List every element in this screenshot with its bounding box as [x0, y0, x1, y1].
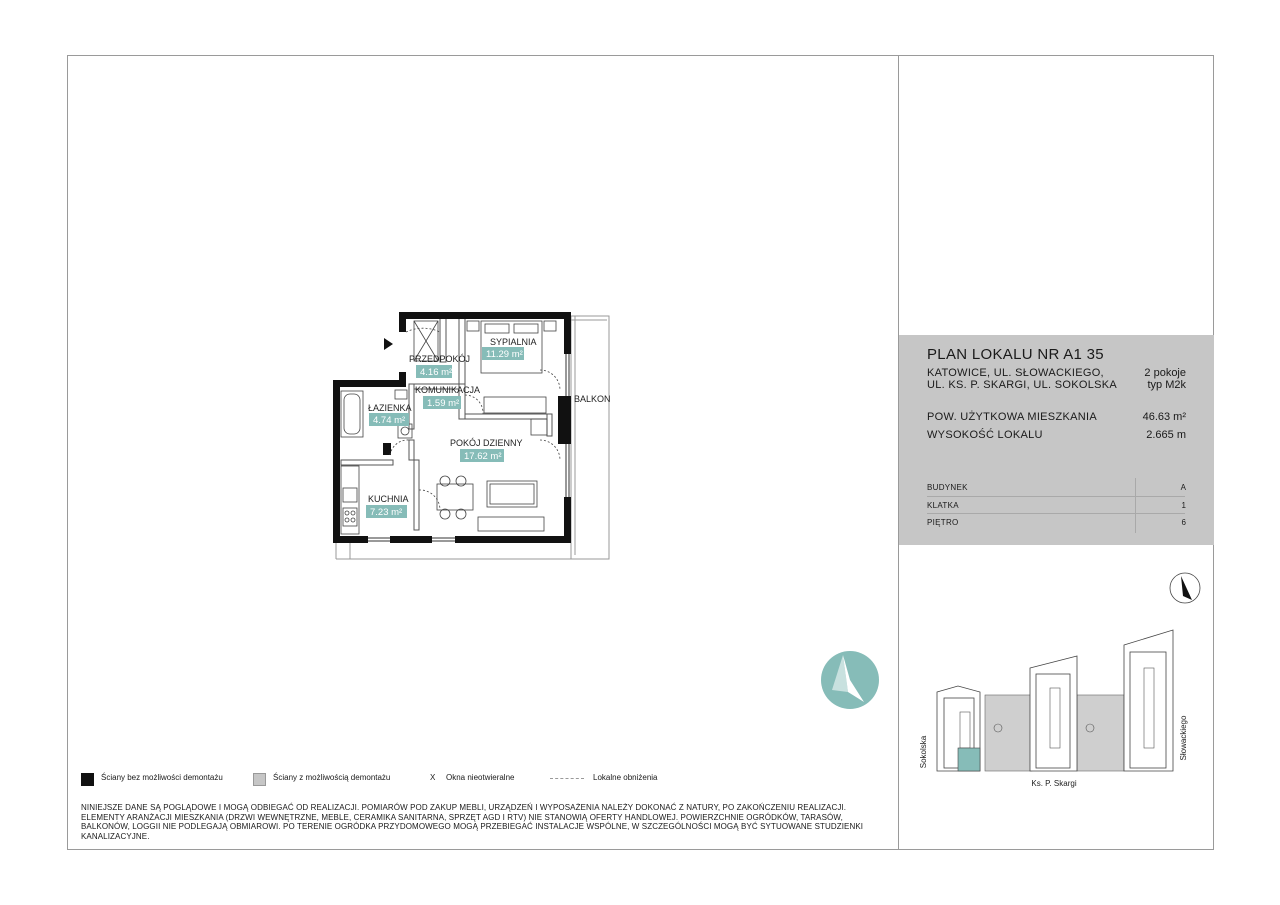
- svg-text:17.62 m²: 17.62 m²: [464, 451, 502, 462]
- removable-walls-swatch: [253, 773, 266, 786]
- rooms-count: 2 pokoje: [1144, 367, 1186, 379]
- room-label-bathroom: [368, 403, 412, 426]
- street-right-label: Słowackiego: [1179, 715, 1188, 761]
- address-line-1: KATOWICE, UL. SŁOWACKIEGO,: [927, 367, 1104, 379]
- plan-title: PLAN LOKALU NR A1 35: [927, 346, 1104, 363]
- svg-text:4.74 m²: 4.74 m²: [373, 415, 406, 426]
- site-plan: [905, 565, 1205, 795]
- table-rule: [927, 513, 1185, 514]
- floor-label: PIĘTRO: [927, 518, 959, 527]
- legend-fixed-walls: Ściany bez możliwości demontażu: [101, 773, 223, 782]
- staircase-value: 1: [1181, 501, 1186, 510]
- entrance-arrow-icon: [384, 338, 393, 350]
- legend-lowered: Lokalne obniżenia: [593, 773, 658, 782]
- living-furniture: [437, 419, 547, 531]
- apartment-location-highlight: [958, 748, 980, 771]
- svg-text:1.59 m²: 1.59 m²: [427, 398, 460, 409]
- height-label: WYSOKOŚĆ LOKALU: [927, 429, 1043, 441]
- kitchen-counter: [341, 466, 359, 534]
- svg-text:KOMUNIKACJA: KOMUNIKACJA: [415, 385, 481, 395]
- svg-text:SYPIALNIA: SYPIALNIA: [490, 337, 537, 347]
- building-label: BUDYNEK: [927, 483, 968, 492]
- room-label-corridor: [415, 385, 480, 409]
- floor-value: 6: [1181, 518, 1186, 527]
- area-value: 46.63 m²: [1142, 411, 1186, 423]
- svg-text:7.23 m²: 7.23 m²: [370, 507, 403, 518]
- height-value: 2.665 m: [1146, 429, 1186, 441]
- windows-marker: X: [430, 773, 436, 782]
- address-line-2: UL. KS. P. SKARGI, UL. SOKOLSKA: [927, 379, 1118, 391]
- svg-text:PRZEDPOKÓJ: PRZEDPOKÓJ: [409, 354, 471, 364]
- floor-plan: [300, 300, 620, 570]
- staircase-label: KLATKA: [927, 501, 959, 510]
- legend-removable-walls: Ściany z możliwością demontażu: [273, 773, 391, 782]
- table-divider: [1135, 478, 1136, 533]
- street-left-label: Sokolska: [919, 735, 928, 769]
- apartment-type: typ M2k: [1147, 379, 1186, 391]
- fixed-walls-swatch: [81, 773, 94, 786]
- room-label-kitchen: [366, 494, 409, 518]
- table-rule: [927, 496, 1185, 497]
- street-bottom-label: Ks. P. Skargi: [1031, 779, 1077, 788]
- building-value: A: [1180, 483, 1186, 492]
- apartment-info-panel: [899, 335, 1214, 545]
- svg-text:4.16 m²: 4.16 m²: [420, 367, 453, 378]
- disclaimer-text: NINIEJSZE DANE SĄ POGLĄDOWE I MOGĄ ODBIEGAĆ OD REALIZACJI. POMIARÓW POD ZAKUP MEBLI, URZĄDZEŃ I WYPOSAŻENIA NALEŻY DOKONAĆ Z NATURY, PO ZAKOŃCZENIU REALIZACJI. ELEMENTY ARANŻACJI MIESZKANIA (DRZWI WEWNĘTRZNE, MEBLE, CERAMIKA SANITARNA, SPRZĘT AGD I RTV) NIE STANOWIĄ OFERTY HANDLOWEJ. POWIERZCHNIE OGRÓDKÓW, TARASÓW, BALKONÓW, LOGGII NIE PODLEGAJĄ OBMIAROWI. PO TERENIE OGRÓDKA PRZYDOMOWEGO MOGĄ PRZEBIEGAĆ INSTALACJE WSPÓLNE, W SZCZEGÓLNOŚCI MOGĄ BYĆ SYTUOWANE STUDZIENKI KANALIZACYJNE.: [81, 803, 864, 841]
- svg-text:POKÓJ DZIENNY: POKÓJ DZIENNY: [450, 438, 523, 448]
- room-label-living-room: [450, 438, 523, 462]
- north-compass-icon: [820, 650, 880, 710]
- svg-text:KUCHNIA: KUCHNIA: [368, 494, 409, 504]
- room-label-bedroom: [482, 337, 537, 360]
- small-compass-icon: [1170, 573, 1200, 603]
- balcony-label: BALKON: [574, 394, 611, 404]
- lowered-line-swatch: [550, 778, 584, 779]
- area-label: POW. UŻYTKOWA MIESZKANIA: [927, 411, 1097, 423]
- legend-windows: Okna nieotwieralne: [446, 773, 515, 782]
- svg-text:11.29 m²: 11.29 m²: [486, 349, 523, 360]
- svg-text:ŁAZIENKA: ŁAZIENKA: [368, 403, 412, 413]
